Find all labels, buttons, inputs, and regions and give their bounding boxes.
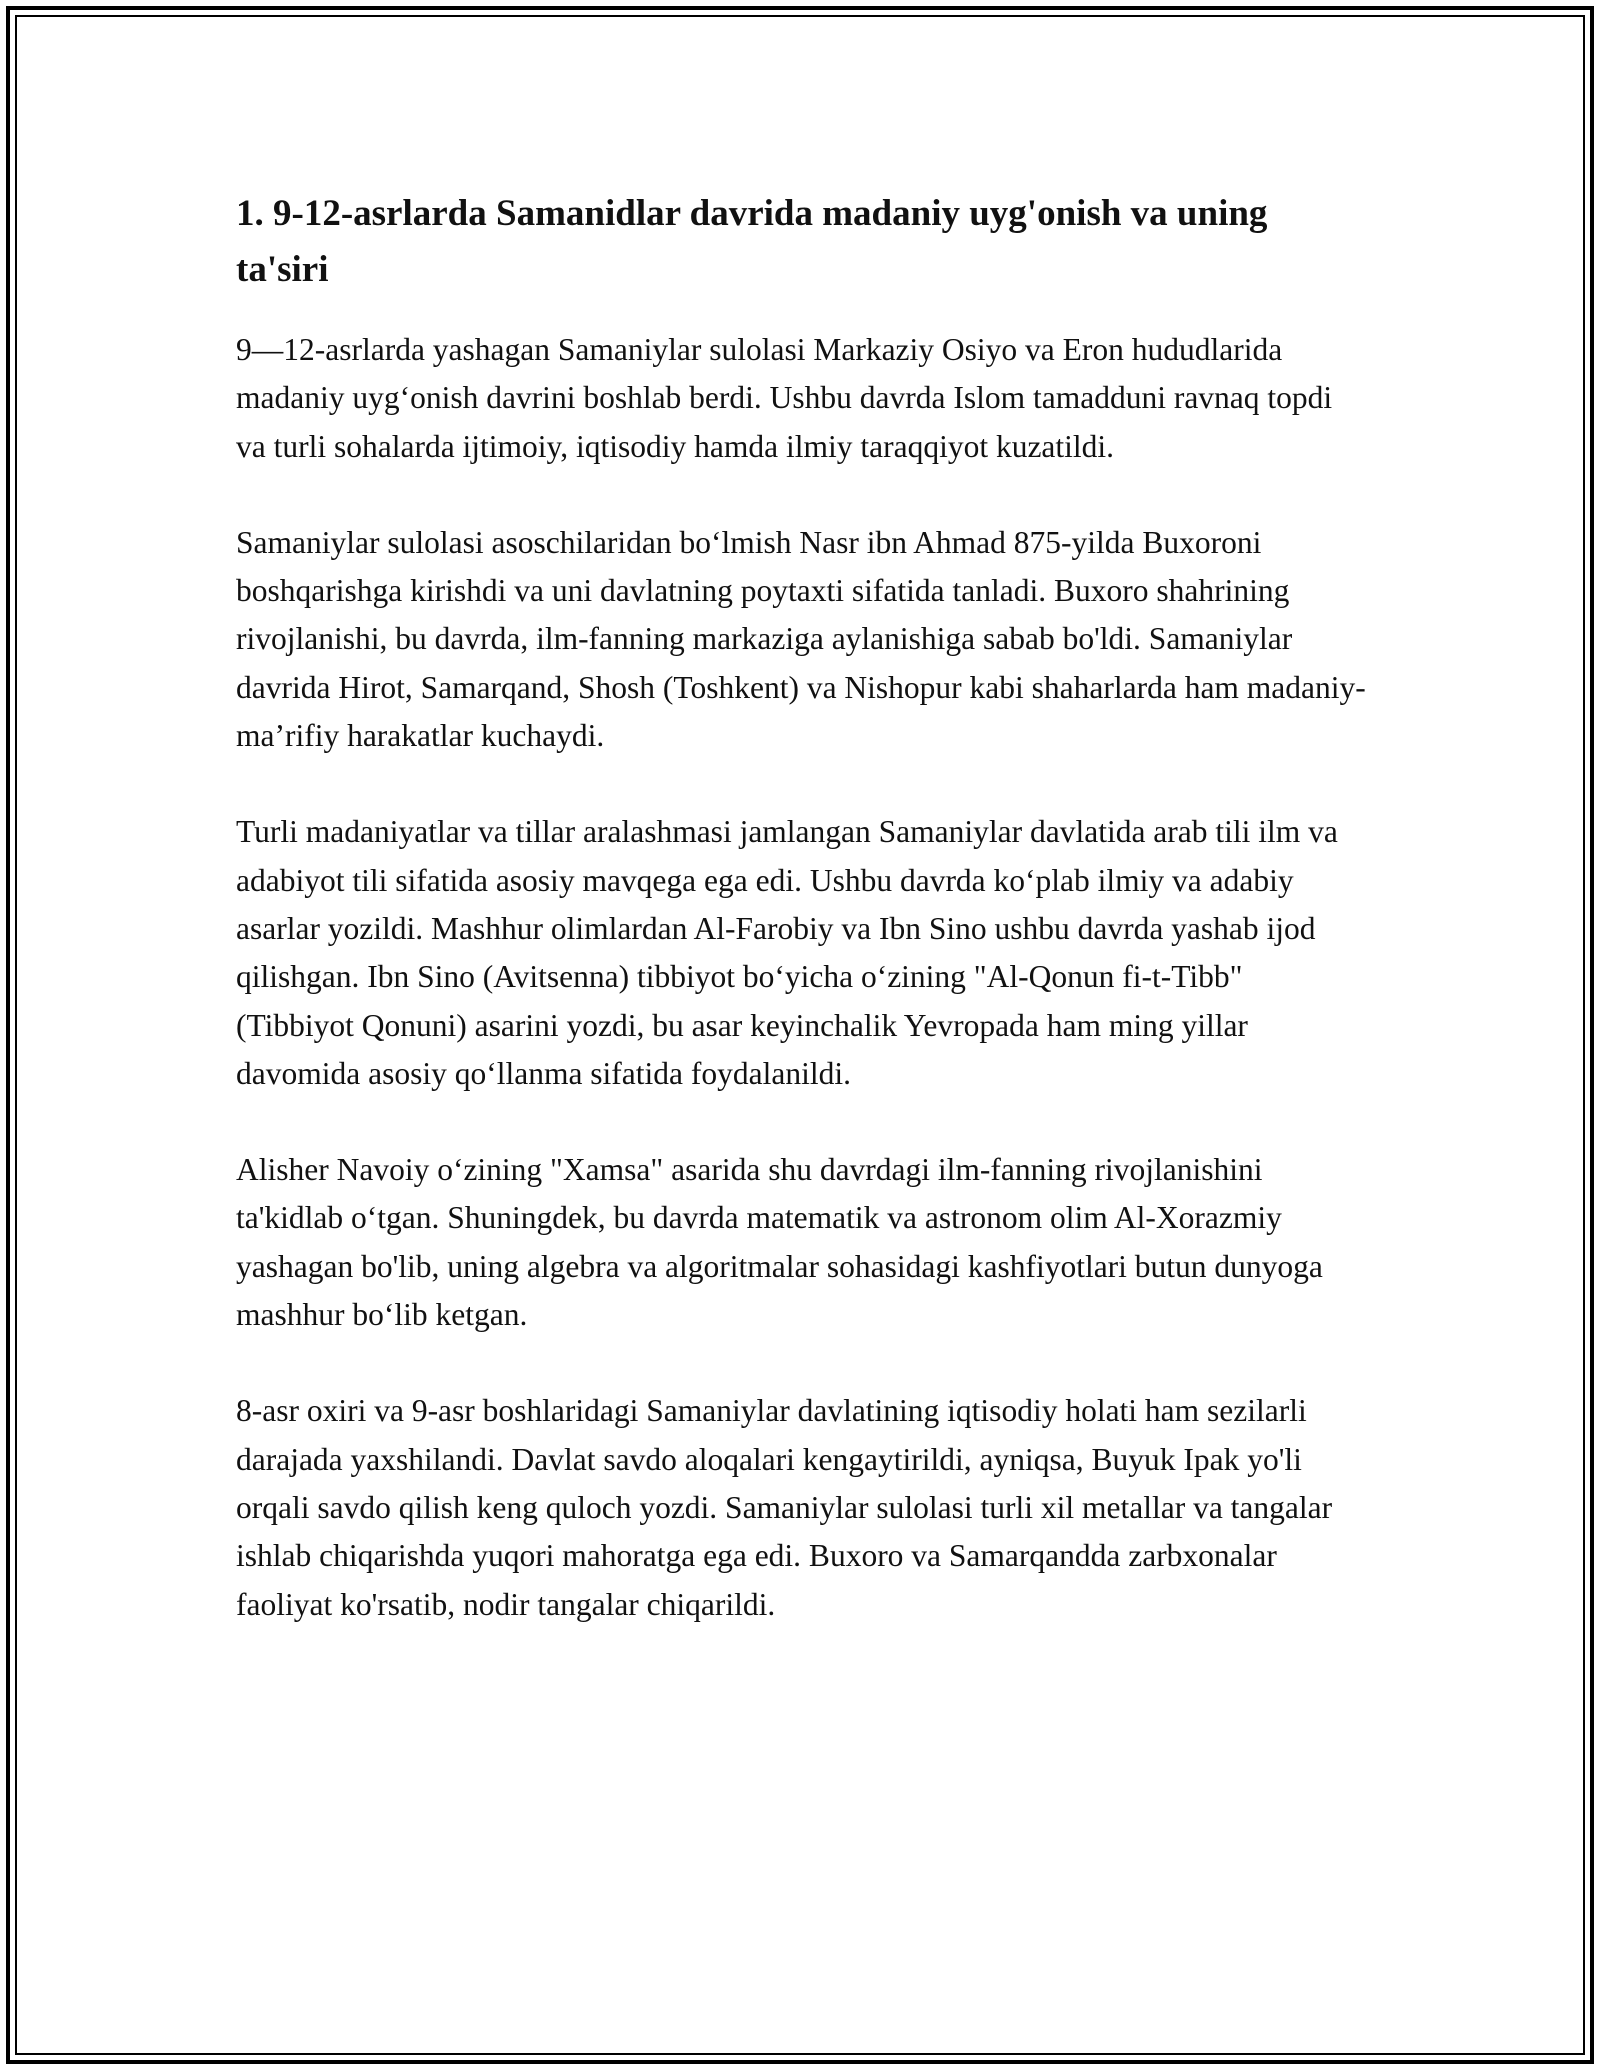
paragraph-science-literature: Turli madaniyatlar va tillar aralashmasi jamlangan Samaniylar davlatida arab tili ilm va adabiyot tili sifatida asosiy mavqega ega edi. Ushbu davrda ko‘plab ilmiy va adabiy asarlar yozildi. Mashhur olimlardan Al-Farobiy va Ibn Sino ushbu davrda yashab ijod qilishgan. Ibn Sino (Avitsenna) tibbiyot bo‘yicha o‘zining "Al-Qonun fi-t-Tibb" (Tibbiyot Qonuni) asarini yozdi, bu asar keyinchalik Yevropada ham ming yillar davomida asosiy qo‘llanma sifatida foydalanildi.: [236, 814, 1338, 1091]
paragraph-bukhara-capital: Samaniylar sulolasi asoschilaridan bo‘lmish Nasr ibn Ahmad 875-yilda Buxoroni boshqarishga kirishdi va uni davlatning poytaxti sifatida tanladi. Buxoro shahrining rivojlanishi, bu davrda, ilm-fanning markaziga aylanishiga sabab bo'ldi. Samaniylar davrida Hirot, Samarqand, Shosh (Toshkent) va Nishopur kabi shaharlarda ham madaniy-ma’rifiy harakatlar kuchaydi.: [236, 524, 1366, 754]
paragraph-samanid-renaissance: 9—12-asrlarda yashagan Samaniylar sulolasi Markaziy Osiyo va Eron hududlarida madaniy uyg‘onish davrini boshlab berdi. Ushbu davrda Islom tamadduni ravnaq topdi va turli sohalarda ijtimoiy, iqtisodiy hamda ilmiy taraqqiyot kuzatildi.: [236, 332, 1333, 464]
document-title: 1. 9-12-asrlarda Samanidlar davrida madaniy uyg'onish va uning ta'siri: [236, 193, 1268, 290]
paragraph-navoiy-xorazmiy: Alisher Navoiy o‘zining "Xamsa" asarida shu davrdagi ilm-fanning rivojlanishini ta'kidlab o‘tgan. Shuningdek, bu davrda matematik va astronom olim Al-Xorazmiy yashagan bo'lib, uning algebra va algoritmalar sohasidagi kashfiyotlari butun dunyoga mashhur bo‘lib ketgan.: [236, 1152, 1323, 1333]
document-body: [236, 186, 1366, 1677]
paragraph-economy-trade: 8-asr oxiri va 9-asr boshlaridagi Samaniylar davlatining iqtisodiy holati ham sezilarli darajada yaxshilandi. Davlat savdo aloqalari kengaytirildi, ayniqsa, Buyuk Ipak yo'li orqali savdo qilish keng quloch yozdi. Samaniylar sulolasi turli xil metallar va tangalar ishlab chiqarishda yuqori mahoratga ega edi. Buxoro va Samarqandda zarbxonalar faoliyat ko'rsatib, nodir tangalar chiqarildi.: [236, 1393, 1333, 1622]
